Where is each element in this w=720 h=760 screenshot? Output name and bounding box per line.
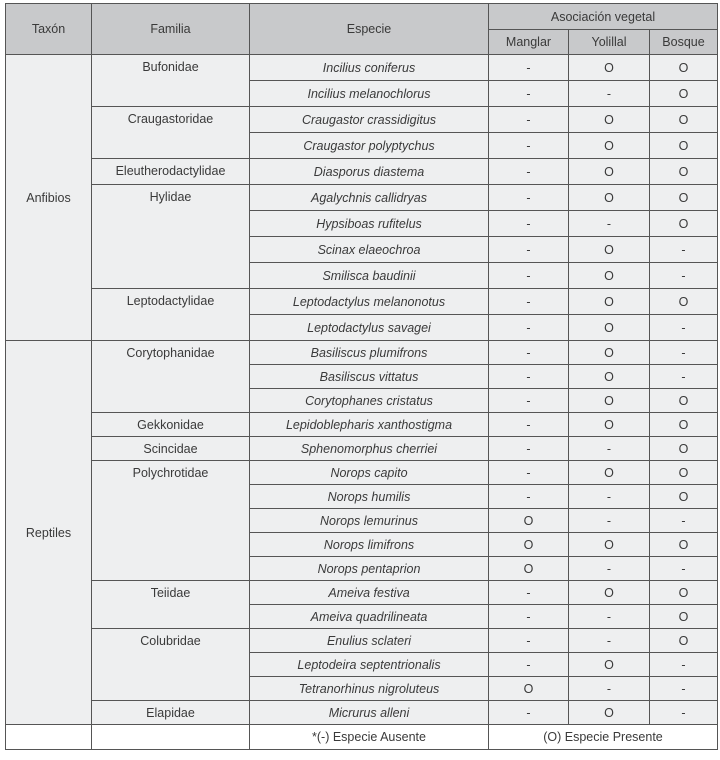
species-cell: Ameiva festiva [250,581,489,605]
species-cell: Agalychnis callidryas [250,185,489,211]
yolillal-cell: O [569,55,650,81]
manglar-cell: - [489,55,569,81]
bosque-cell: O [650,629,718,653]
species-cell: Sphenomorphus cherriei [250,437,489,461]
legend-row [6,725,718,750]
manglar-cell: - [489,107,569,133]
bosque-cell: - [650,677,718,701]
manglar-cell: - [489,389,569,413]
species-cell: Enulius sclateri [250,629,489,653]
bosque-cell: O [650,413,718,437]
species-cell: Norops lemurinus [250,509,489,533]
species-cell: Scinax elaeochroa [250,237,489,263]
yolillal-cell: O [569,533,650,557]
manglar-cell: O [489,557,569,581]
yolillal-cell: O [569,315,650,341]
species-cell: Incilius melanochlorus [250,81,489,107]
species-cell: Norops pentaprion [250,557,489,581]
yolillal-cell: - [569,437,650,461]
bosque-cell: - [650,701,718,725]
manglar-cell: - [489,629,569,653]
bosque-cell: O [650,461,718,485]
yolillal-cell: O [569,413,650,437]
species-cell: Leptodactylus savagei [250,315,489,341]
bosque-cell: O [650,185,718,211]
bosque-cell: O [650,605,718,629]
header-manglar: Manglar [489,30,569,55]
manglar-cell: - [489,701,569,725]
family-cell: Colubridae [92,629,250,701]
manglar-cell: - [489,437,569,461]
manglar-cell: - [489,413,569,437]
manglar-cell: - [489,289,569,315]
bosque-cell: O [650,437,718,461]
legend-present: (O) Especie Presente [489,725,718,750]
species-cell: Norops humilis [250,485,489,509]
species-cell: Ameiva quadrilineata [250,605,489,629]
yolillal-cell: O [569,365,650,389]
manglar-cell: - [489,263,569,289]
bosque-cell: - [650,341,718,365]
bosque-cell: - [650,263,718,289]
manglar-cell: - [489,605,569,629]
bosque-cell: O [650,389,718,413]
table-row [6,581,718,605]
yolillal-cell: - [569,509,650,533]
yolillal-cell: O [569,461,650,485]
species-cell: Leptodactylus melanonotus [250,289,489,315]
species-cell: Incilius coniferus [250,55,489,81]
yolillal-cell: O [569,653,650,677]
bosque-cell: - [650,365,718,389]
bosque-cell: O [650,533,718,557]
manglar-cell: - [489,211,569,237]
table-row [6,289,718,315]
yolillal-cell: O [569,107,650,133]
family-cell: Hylidae [92,185,250,289]
table-row [6,413,718,437]
manglar-cell: - [489,341,569,365]
species-cell: Basiliscus vittatus [250,365,489,389]
bosque-cell: O [650,581,718,605]
header-especie: Especie [250,4,489,55]
family-cell: Corytophanidae [92,341,250,413]
table-row [6,55,718,81]
yolillal-cell: O [569,237,650,263]
yolillal-cell: O [569,133,650,159]
yolillal-cell: O [569,185,650,211]
family-cell: Leptodactylidae [92,289,250,341]
table-row [6,701,718,725]
bosque-cell: O [650,81,718,107]
manglar-cell: O [489,677,569,701]
family-cell: Polychrotidae [92,461,250,581]
header-taxon: Taxón [6,4,92,55]
table-row [6,629,718,653]
species-table [5,3,718,750]
manglar-cell: - [489,365,569,389]
manglar-cell: O [489,509,569,533]
manglar-cell: O [489,533,569,557]
species-cell: Craugastor crassidigitus [250,107,489,133]
species-cell: Tetranorhinus nigroluteus [250,677,489,701]
family-cell: Gekkonidae [92,413,250,437]
manglar-cell: - [489,485,569,509]
yolillal-cell: O [569,159,650,185]
manglar-cell: - [489,133,569,159]
yolillal-cell: - [569,677,650,701]
yolillal-cell: O [569,581,650,605]
bosque-cell: O [650,55,718,81]
bosque-cell: - [650,237,718,263]
bosque-cell: O [650,159,718,185]
taxon-cell: Reptiles [6,341,92,725]
species-cell: Corytophanes cristatus [250,389,489,413]
yolillal-cell: O [569,389,650,413]
table-body [6,55,718,750]
header-yolillal: Yolillal [569,30,650,55]
manglar-cell: - [489,653,569,677]
bosque-cell: - [650,653,718,677]
table-row [6,437,718,461]
species-cell: Craugastor polyptychus [250,133,489,159]
manglar-cell: - [489,315,569,341]
family-cell: Scincidae [92,437,250,461]
table-row [6,461,718,485]
yolillal-cell: O [569,701,650,725]
species-cell: Micrurus alleni [250,701,489,725]
legend-blank-familia [92,725,250,750]
header-familia: Familia [92,4,250,55]
manglar-cell: - [489,81,569,107]
table-row [6,185,718,211]
family-cell: Craugastoridae [92,107,250,159]
species-cell: Norops capito [250,461,489,485]
manglar-cell: - [489,237,569,263]
legend-absent: *(-) Especie Ausente [250,725,489,750]
family-cell: Teiidae [92,581,250,629]
yolillal-cell: - [569,605,650,629]
yolillal-cell: - [569,81,650,107]
species-cell: Basiliscus plumifrons [250,341,489,365]
species-cell: Lepidoblepharis xanthostigma [250,413,489,437]
table-row [6,159,718,185]
legend-blank-taxon [6,725,92,750]
manglar-cell: - [489,581,569,605]
bosque-cell: O [650,485,718,509]
yolillal-cell: O [569,263,650,289]
header-asociacion-vegetal: Asociación vegetal [489,4,718,30]
bosque-cell: O [650,107,718,133]
yolillal-cell: O [569,341,650,365]
yolillal-cell: - [569,485,650,509]
bosque-cell: O [650,211,718,237]
manglar-cell: - [489,159,569,185]
species-cell: Diasporus diastema [250,159,489,185]
family-cell: Bufonidae [92,55,250,107]
yolillal-cell: - [569,629,650,653]
family-cell: Eleutherodactylidae [92,159,250,185]
species-cell: Norops limifrons [250,533,489,557]
yolillal-cell: - [569,211,650,237]
species-cell: Hypsiboas rufitelus [250,211,489,237]
bosque-cell: - [650,315,718,341]
species-cell: Smilisca baudinii [250,263,489,289]
table-row [6,107,718,133]
taxon-cell: Anfibios [6,55,92,341]
bosque-cell: - [650,557,718,581]
manglar-cell: - [489,461,569,485]
bosque-cell: O [650,289,718,315]
table-row [6,341,718,365]
bosque-cell: - [650,509,718,533]
family-cell: Elapidae [92,701,250,725]
bosque-cell: O [650,133,718,159]
manglar-cell: - [489,185,569,211]
header-bosque: Bosque [650,30,718,55]
species-cell: Leptodeira septentrionalis [250,653,489,677]
yolillal-cell: O [569,289,650,315]
yolillal-cell: - [569,557,650,581]
